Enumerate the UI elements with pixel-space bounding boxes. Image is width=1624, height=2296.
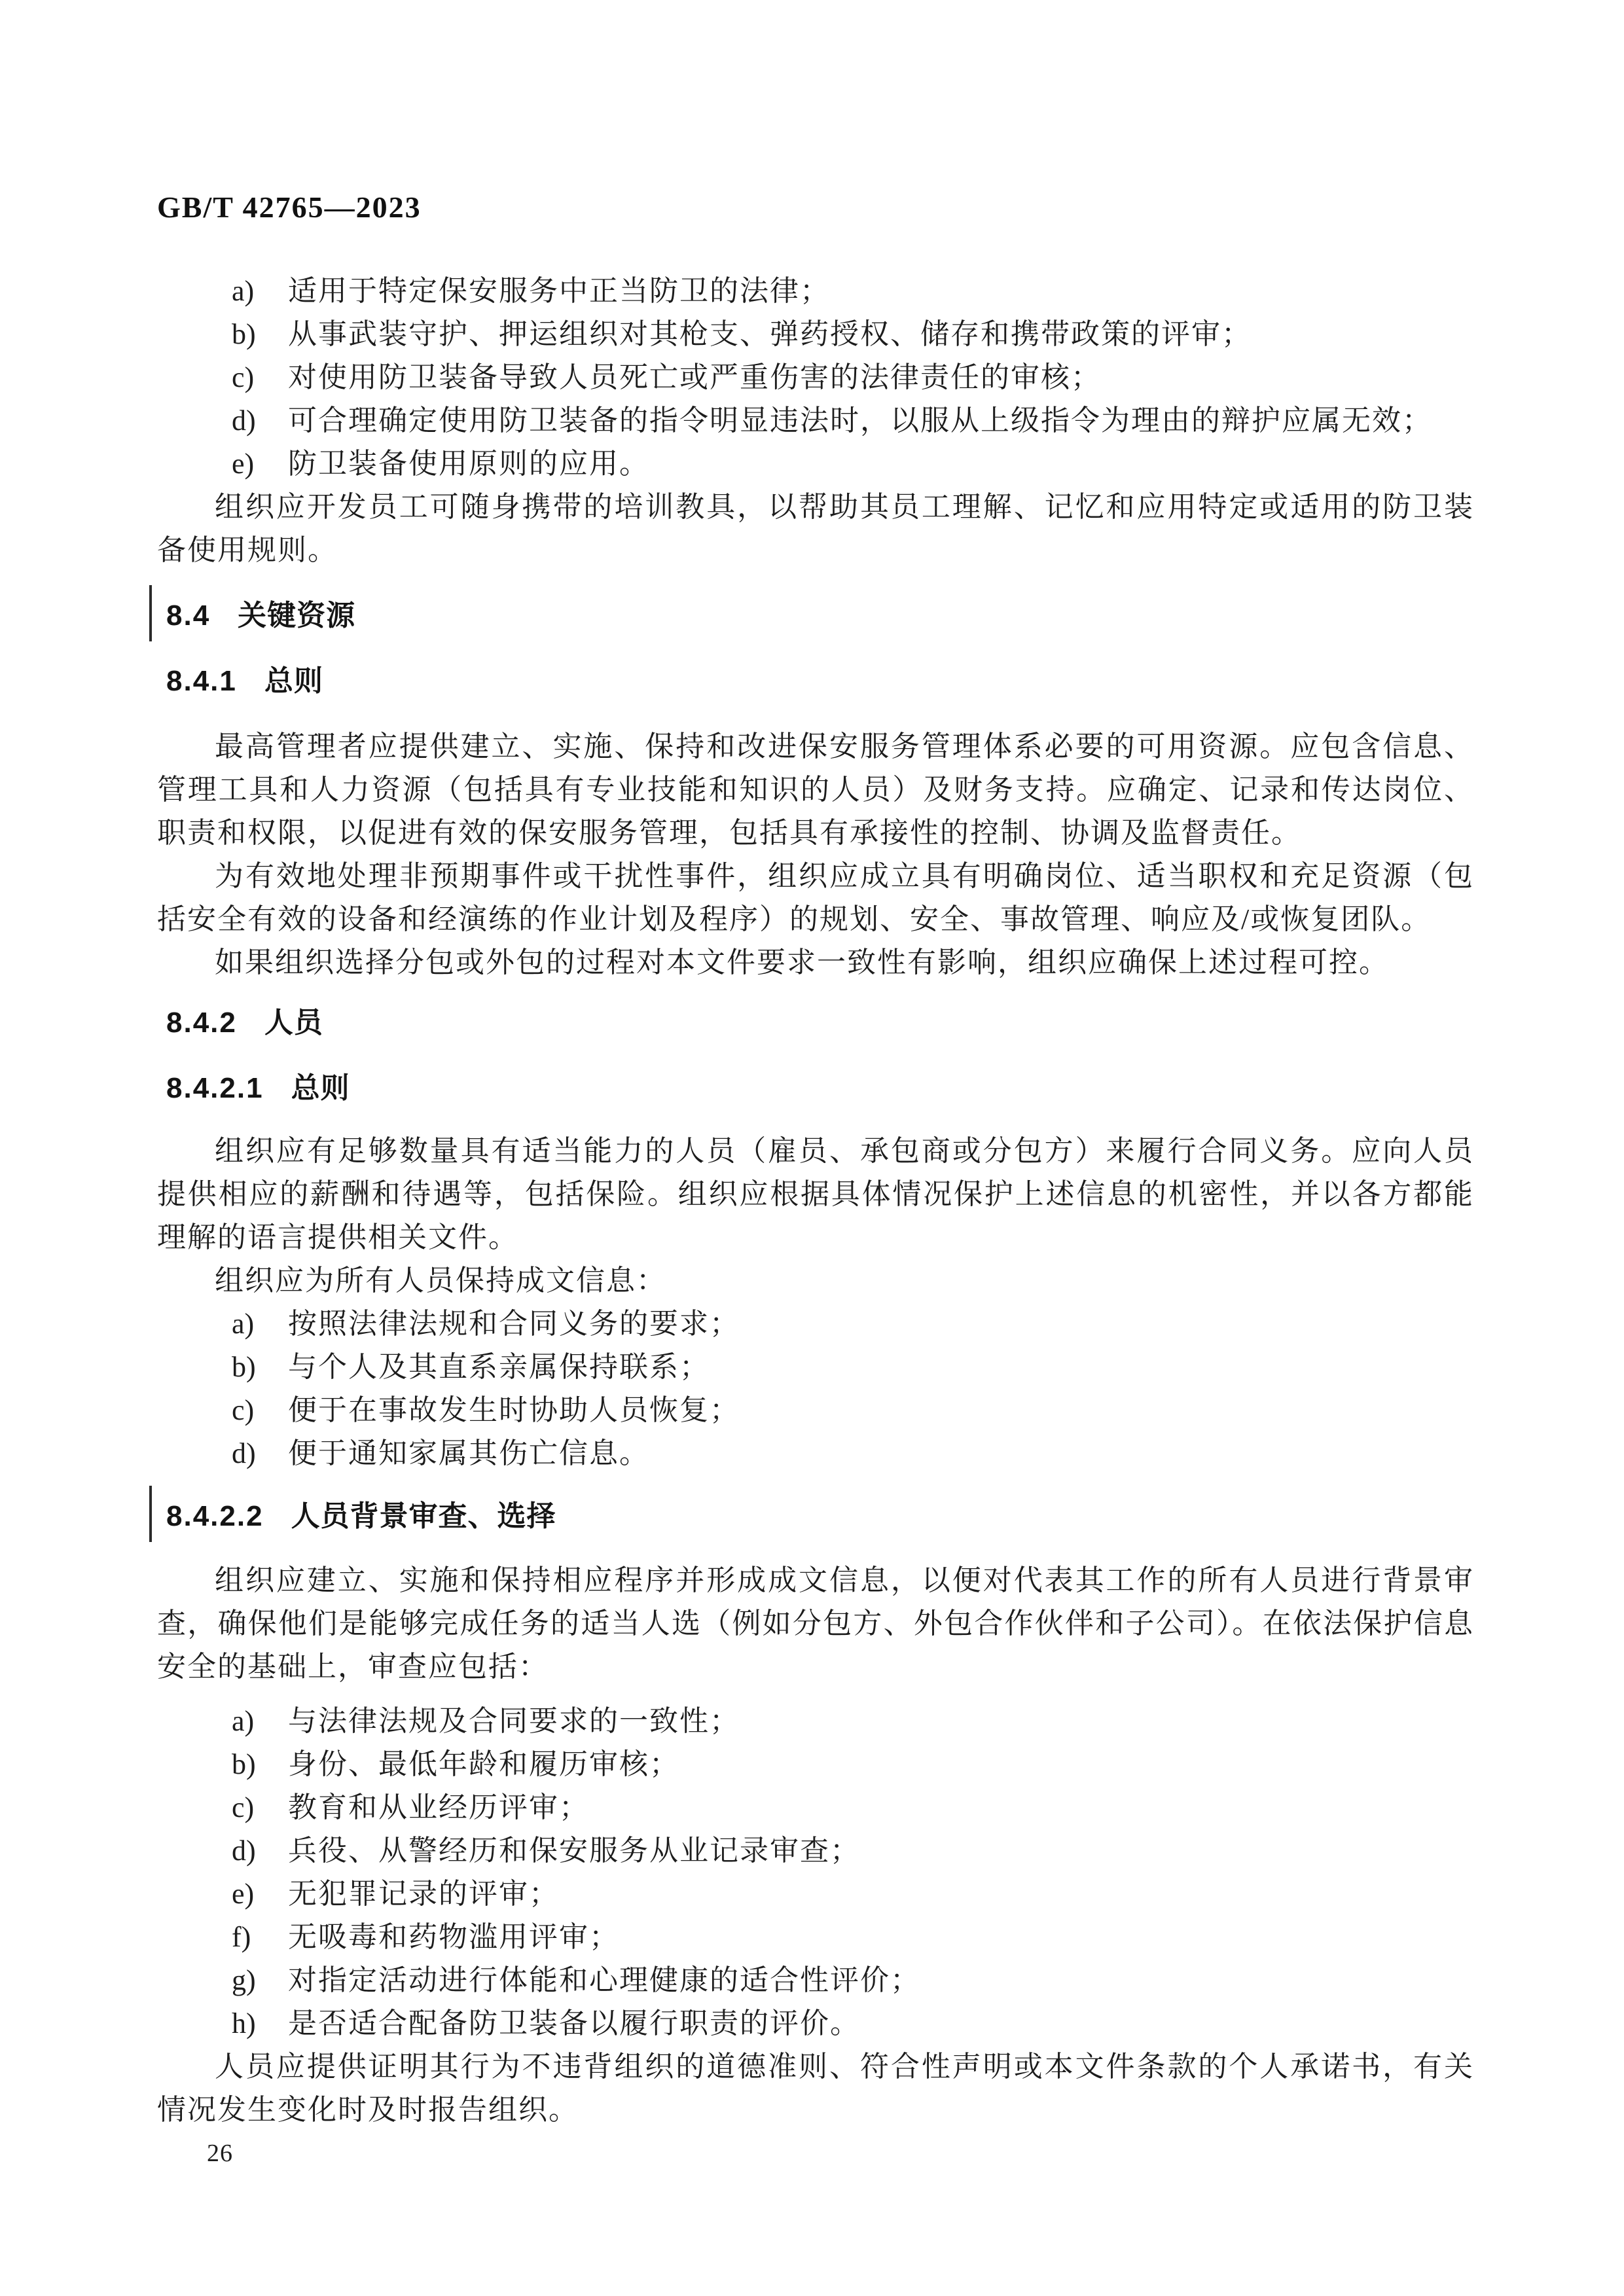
heading-number: 8.4.2.2 (166, 1500, 264, 1532)
page-content (157, 191, 1474, 2168)
heading-number: 8.4 (166, 600, 211, 632)
list-item (157, 1959, 1474, 2002)
paragraph-personnel-capacity: 组织应有足够数量具有适当能力的人员（雇员、承包商或分包方）来履行合同义务。应向人员提供相应的薪酬和待遇等，包括保险。组织应根据具体情况保护上述信息的机密性，并以各方都能理解的语言提供相关文件。 (157, 1135, 1474, 1253)
background-check-list (157, 1700, 1474, 2045)
list-item-label: a) (232, 1705, 255, 1737)
change-bar-icon (149, 585, 152, 641)
list-item-label: b) (232, 1351, 256, 1383)
section-heading-8-4-2-2 (157, 1495, 1474, 1538)
paragraph-training-aids: 组织应开发员工可随身携带的培训教具，以帮助其员工理解、记忆和应用特定或适用的防卫装备使用规则。 (157, 491, 1474, 566)
paragraph-top-management-resources: 最高管理者应提供建立、实施、保持和改进保安服务管理体系必要的可用资源。应包含信息、管理工具和人力资源（包括具有专业技能和知识的人员）及财务支持。应确定、记录和传达岗位、职责和权限，以促进有效的保安服务管理，包括具有承接性的控制、协调及监督责任。 (157, 730, 1474, 849)
documented-info-list (157, 1302, 1474, 1475)
list-item-text: 是否适合配备防卫装备以履行职责的评价。 (288, 2007, 860, 2039)
list-item (157, 1389, 1474, 1432)
section-heading-8-4-2 (157, 1001, 1474, 1045)
list-item (157, 1829, 1474, 1873)
paragraph-documented-info-intro: 组织应为所有人员保持成文信息： (215, 1265, 666, 1297)
list-item (157, 1916, 1474, 1959)
list-item-text: 兵役、从警经历和保安服务从业记录审查； (288, 1835, 860, 1867)
heading-number: 8.4.2 (166, 1007, 237, 1039)
heading-title: 总则 (291, 1072, 350, 1104)
change-bar-icon (149, 1486, 152, 1542)
list-item (157, 1302, 1474, 1346)
heading-title: 人员背景审查、选择 (291, 1500, 556, 1532)
list-item-text: 从事武装守护、押运组织对其枪支、弹药授权、储存和携带政策的评审； (288, 318, 1252, 350)
heading-number: 8.4.1 (166, 665, 237, 697)
list-item-text: 与法律法规及合同要求的一致性； (288, 1705, 740, 1737)
list-item-label: b) (232, 318, 256, 350)
list-item-label: c) (232, 1394, 255, 1426)
paragraph-personal-commitment: 人员应提供证明其行为不违背组织的道德准则、符合性声明或本文件条款的个人承诺书，有关情况发生变化时及时报告组织。 (157, 2051, 1474, 2126)
list-item-label: g) (232, 1964, 256, 1996)
defense-law-list (157, 270, 1474, 486)
paragraph-background-check: 组织应建立、实施和保持相应程序并形成成文信息，以便对代表其工作的所有人员进行背景审查，确保他们是能够完成任务的适当人选（例如分包方、外包合作伙伴和子公司）。在依法保护信息安全的基础上，审查应包括： (157, 1564, 1474, 1683)
list-item (157, 1743, 1474, 1786)
list-item-label: d) (232, 1835, 256, 1867)
page-number: 26 (207, 2140, 233, 2167)
list-item-label: b) (232, 1748, 256, 1780)
list-item-label: d) (232, 404, 256, 437)
section-heading-8-4 (157, 594, 1474, 637)
list-item-label: e) (232, 448, 255, 480)
list-item-text: 教育和从业经历评审； (288, 1791, 589, 1823)
list-item (157, 1873, 1474, 1916)
section-heading-8-4-1 (157, 660, 1474, 703)
section-heading-8-4-2-1 (157, 1067, 1474, 1110)
paragraph-subcontracting-control: 如果组织选择分包或外包的过程对本文件要求一致性有影响，组织应确保上述过程可控。 (215, 946, 1389, 978)
list-item-text: 与个人及其直系亲属保持联系； (288, 1351, 710, 1383)
list-item (157, 1346, 1474, 1389)
list-item-text: 适用于特定保安服务中正当防卫的法律； (288, 275, 830, 307)
list-item-text: 按照法律法规和合同义务的要求； (288, 1308, 740, 1340)
heading-number: 8.4.2.1 (166, 1072, 264, 1104)
list-item-label: a) (232, 1308, 255, 1340)
list-item-text: 对指定活动进行体能和心理健康的适合性评价； (288, 1964, 920, 1996)
heading-title: 人员 (264, 1007, 323, 1039)
list-item (157, 2002, 1474, 2045)
list-item-label: c) (232, 1791, 255, 1823)
list-item (157, 356, 1474, 399)
list-item-text: 便于在事故发生时协助人员恢复； (288, 1394, 740, 1426)
list-item (157, 313, 1474, 356)
list-item-label: a) (232, 275, 255, 307)
list-item-text: 可合理确定使用防卫装备的指令明显违法时，以服从上级指令为理由的辩护应属无效； (288, 404, 1432, 437)
list-item (157, 1786, 1474, 1829)
list-item-label: f) (232, 1921, 251, 1953)
list-item-text: 对使用防卫装备导致人员死亡或严重伤害的法律责任的审核； (288, 361, 1101, 393)
list-item-text: 身份、最低年龄和履历审核； (288, 1748, 679, 1780)
list-item (157, 270, 1474, 313)
list-item-label: c) (232, 361, 255, 393)
list-item-text: 防卫装备使用原则的应用。 (288, 448, 649, 480)
heading-title: 总则 (264, 665, 323, 697)
list-item-text: 无犯罪记录的评审； (288, 1878, 559, 1910)
list-item (157, 442, 1474, 486)
list-item-label: d) (232, 1437, 256, 1469)
list-item (157, 1432, 1474, 1475)
paragraph-incident-teams: 为有效地处理非预期事件或干扰性事件，组织应成立具有明确岗位、适当职权和充足资源（包括安全有效的设备和经演练的作业计划及程序）的规划、安全、事故管理、响应及/或恢复团队。 (157, 860, 1474, 935)
list-item (157, 1700, 1474, 1743)
list-item (157, 399, 1474, 442)
list-item-label: h) (232, 2007, 256, 2039)
list-item-label: e) (232, 1878, 255, 1910)
heading-title: 关键资源 (238, 600, 356, 632)
list-item-text: 便于通知家属其伤亡信息。 (288, 1437, 649, 1469)
standard-code: GB/T 42765—2023 (157, 190, 422, 224)
list-item-text: 无吸毒和药物滥用评审； (288, 1921, 619, 1953)
